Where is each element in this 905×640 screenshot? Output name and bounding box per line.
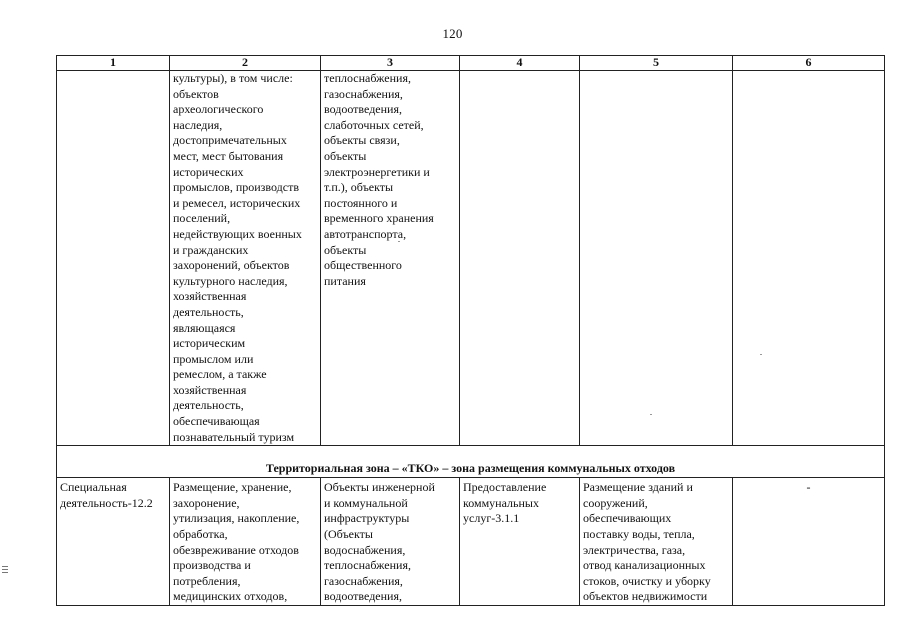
column-header-2: 2 xyxy=(170,56,321,71)
table-header-row xyxy=(57,56,885,71)
table-row-continuation xyxy=(57,71,885,446)
cell-col4 xyxy=(460,71,580,446)
cell-col3: Объекты инженерной и коммунальной инфраструктуры (Объекты водоснабжения, теплоснабжения, газоснабжения, водоотведения, xyxy=(321,478,460,606)
cell-col4: Предоставление коммунальных услуг-3.1.1 xyxy=(460,478,580,606)
scan-speck xyxy=(398,241,400,242)
column-header-3: 3 xyxy=(321,56,460,71)
column-header-1: 1 xyxy=(57,56,170,71)
cell-col2: Размещение, хранение, захоронение, утилизация, накопление, обработка, обезвреживание отходов производства и потребления, медицинских отходов, xyxy=(170,478,321,606)
table-row-special-activity xyxy=(57,478,885,606)
scan-edge-mark xyxy=(2,566,8,576)
zone-heading-row xyxy=(57,446,885,478)
scan-speck xyxy=(760,354,762,355)
cell-col6 xyxy=(733,71,885,446)
cell-col2: культуры), в том числе: объектов археологического наследия, достопримечательных мест, мест бытования исторических промыслов, производств и ремесел, исторических поселений, недействующих военных и гражданских захоронений, объектов культурного наследия, хозяйственная деятельность, являющаяся историческим промыслом или ремеслом, а также хозяйственная деятельность, обеспечивающая познавательный туризм xyxy=(170,71,321,446)
cell-col1: Специальная деятельность-12.2 xyxy=(57,478,170,606)
scan-speck xyxy=(650,414,652,415)
land-use-table xyxy=(56,55,885,606)
cell-col3: теплоснабжения, газоснабжения, водоотведения, слаботочных сетей, объекты связи, объекты электроэнергетики и т.п.), объекты постоянного и временного хранения автотранспорта, объекты общественного питания xyxy=(321,71,460,446)
zone-title: Территориальная зона – «ТКО» – зона размещения коммунальных отходов xyxy=(57,446,885,478)
column-header-5: 5 xyxy=(580,56,733,71)
cell-col5: Размещение зданий и сооружений, обеспечивающих поставку воды, тепла, электричества, газа, отвод канализационных стоков, очистку и уборку объектов недвижимости xyxy=(580,478,733,606)
column-header-4: 4 xyxy=(460,56,580,71)
cell-col5 xyxy=(580,71,733,446)
cell-col6: - xyxy=(733,478,885,606)
column-header-6: 6 xyxy=(733,56,885,71)
cell-col1 xyxy=(57,71,170,446)
page-number: 120 xyxy=(442,26,463,41)
